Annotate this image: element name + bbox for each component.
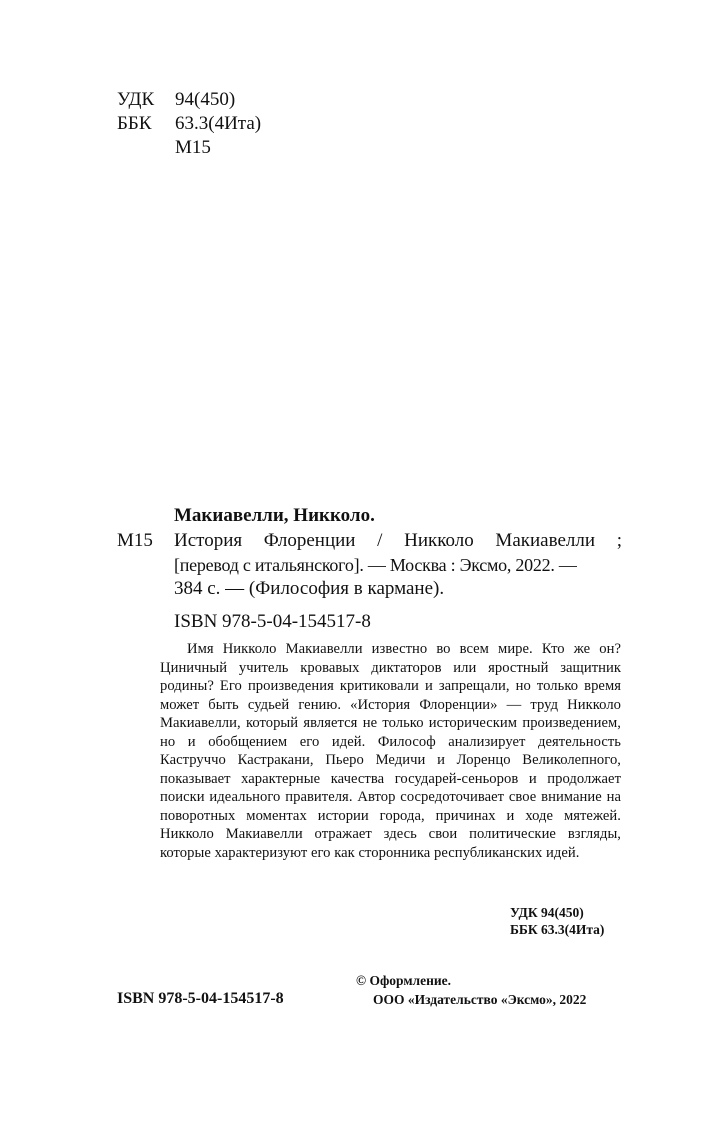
entry-line-3: 384 с. — (Философия в кармане). [174, 578, 445, 599]
entry-author: Макиавелли, Никколо. [174, 505, 375, 526]
entry-line-2: [перевод с итальянского]. — Москва : Эксмо, 2022. — [174, 555, 577, 575]
bottom-isbn: ISBN 978-5-04-154517-8 [117, 990, 284, 1007]
bbk-value: 63.3(4Ита) [175, 113, 262, 134]
entry-isbn: ISBN 978-5-04-154517-8 [174, 611, 371, 632]
author-mark-row [117, 136, 261, 160]
bbk-label: ББК [117, 113, 152, 134]
entry-line-1: История Флоренции / Никколо Макиавелли ; [174, 530, 622, 551]
bibliographic-entry [117, 529, 622, 609]
bottom-classification [510, 904, 604, 938]
author-mark: М15 [175, 137, 211, 158]
udk-row [117, 88, 261, 112]
copyright-line-1: © Оформление. [356, 973, 452, 988]
copyright-block [356, 972, 586, 1008]
entry-code: М15 [117, 530, 153, 551]
bottom-bbk: ББК 63.3(4Ита) [510, 922, 605, 937]
udk-label: УДК [117, 89, 155, 110]
udk-value: 94(450) [175, 89, 236, 110]
bottom-udk: УДК 94(450) [510, 905, 584, 920]
classification-block [117, 88, 261, 160]
annotation: Имя Никколо Макиавелли известно во всем мире. Кто же он? Циничный учитель кровавых диктаторов или яростный защитник родины? Его произведения критиковали и запрещали, но только время может быть судьей гению. «История Флоренции» — труд Никколо Макиавелли, который является не только историческим произведением, но и обобщением его идей. Философ анализирует деятельность Каструччо Кастракани, Пьеро Медичи и Лоренцо Великолепного, показывает характерные качества государей-сеньоров и продолжает поиски идеального правителя. Автор сосредоточивает свое внимание на поворотных моментах истории города, причинах и ходе мятежей. Никколо Макиавелли отражает здесь свои политические взгляды, которые характеризуют его как сторонника республиканских идей. [160, 641, 621, 861]
copyright-line-2: ООО «Издательство «Эксмо», 2022 [373, 992, 587, 1007]
bbk-row [117, 112, 261, 136]
